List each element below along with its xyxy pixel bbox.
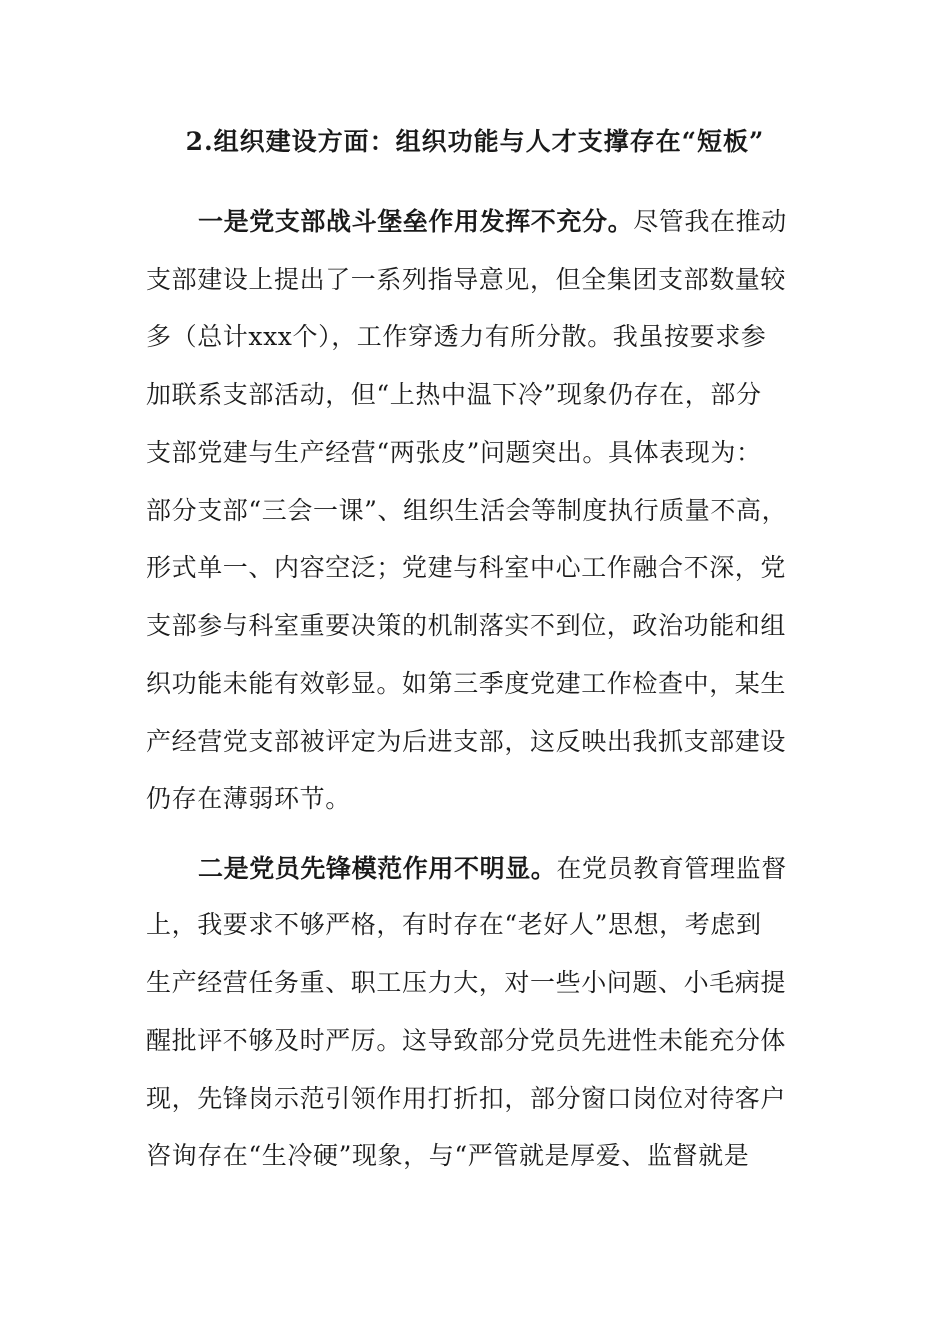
paragraph-1-line-8: 支部参与科室重要决策的机制落实不到位，政治功能和组 — [146, 611, 787, 640]
section-heading: 2.组织建设方面：组织功能与人才支撑存在“短板” — [185, 127, 765, 156]
paragraph-1-line-6: 部分支部“三会一课”、组织生活会等制度执行质量不高， — [146, 496, 788, 525]
paragraph-1-line-11: 仍存在薄弱环节。 — [146, 784, 351, 813]
paragraph-1-line-9: 织功能未能有效彰显。如第三季度党建工作检查中，某生 — [146, 669, 787, 698]
paragraph-2-line-3: 生产经营任务重、职工压力大，对一些小问题、小毛病提 — [146, 968, 787, 997]
paragraph-1-line-1 — [198, 202, 806, 242]
paragraph-1-line-2: 支部建设上提出了一系列指导意见，但全集团支部数量较 — [146, 265, 787, 294]
paragraph-1-line-4: 加联系支部活动，但“上热中温下冷”现象仍存在，部分 — [146, 380, 762, 409]
paragraph-2-line-1 — [198, 849, 806, 889]
paragraph-1-line-5: 支部党建与生产经营“两张皮”问题突出。具体表现为： — [146, 438, 762, 467]
paragraph-1-text: 尽管我在推动 — [633, 207, 787, 236]
paragraph-2-line-5: 现，先锋岗示范引领作用打折扣，部分窗口岗位对待客户 — [146, 1084, 787, 1113]
paragraph-2-text: 在党员教育管理监督 — [556, 854, 787, 883]
paragraph-1-line-7: 形式单一、内容空泛；党建与科室中心工作融合不深，党 — [146, 553, 787, 582]
paragraph-2-line-2: 上，我要求不够严格，有时存在“老好人”思想，考虑到 — [146, 910, 762, 939]
paragraph-2-line-4: 醒批评不够及时严厉。这导致部分党员先进性未能充分体 — [146, 1026, 787, 1055]
paragraph-1-line-3: 多（总计xxx个），工作穿透力有所分散。我虽按要求参 — [146, 322, 767, 351]
paragraph-1-lead: 一是党支部战斗堡垒作用发挥不充分。 — [198, 207, 634, 236]
paragraph-2-line-6: 咨询存在“生冷硬”现象，与“严管就是厚爱、监督就是 — [146, 1141, 750, 1170]
paragraph-2-lead: 二是党员先锋模范作用不明显。 — [198, 854, 557, 883]
paragraph-1-line-10: 产经营党支部被评定为后进支部，这反映出我抓支部建设 — [146, 727, 787, 756]
